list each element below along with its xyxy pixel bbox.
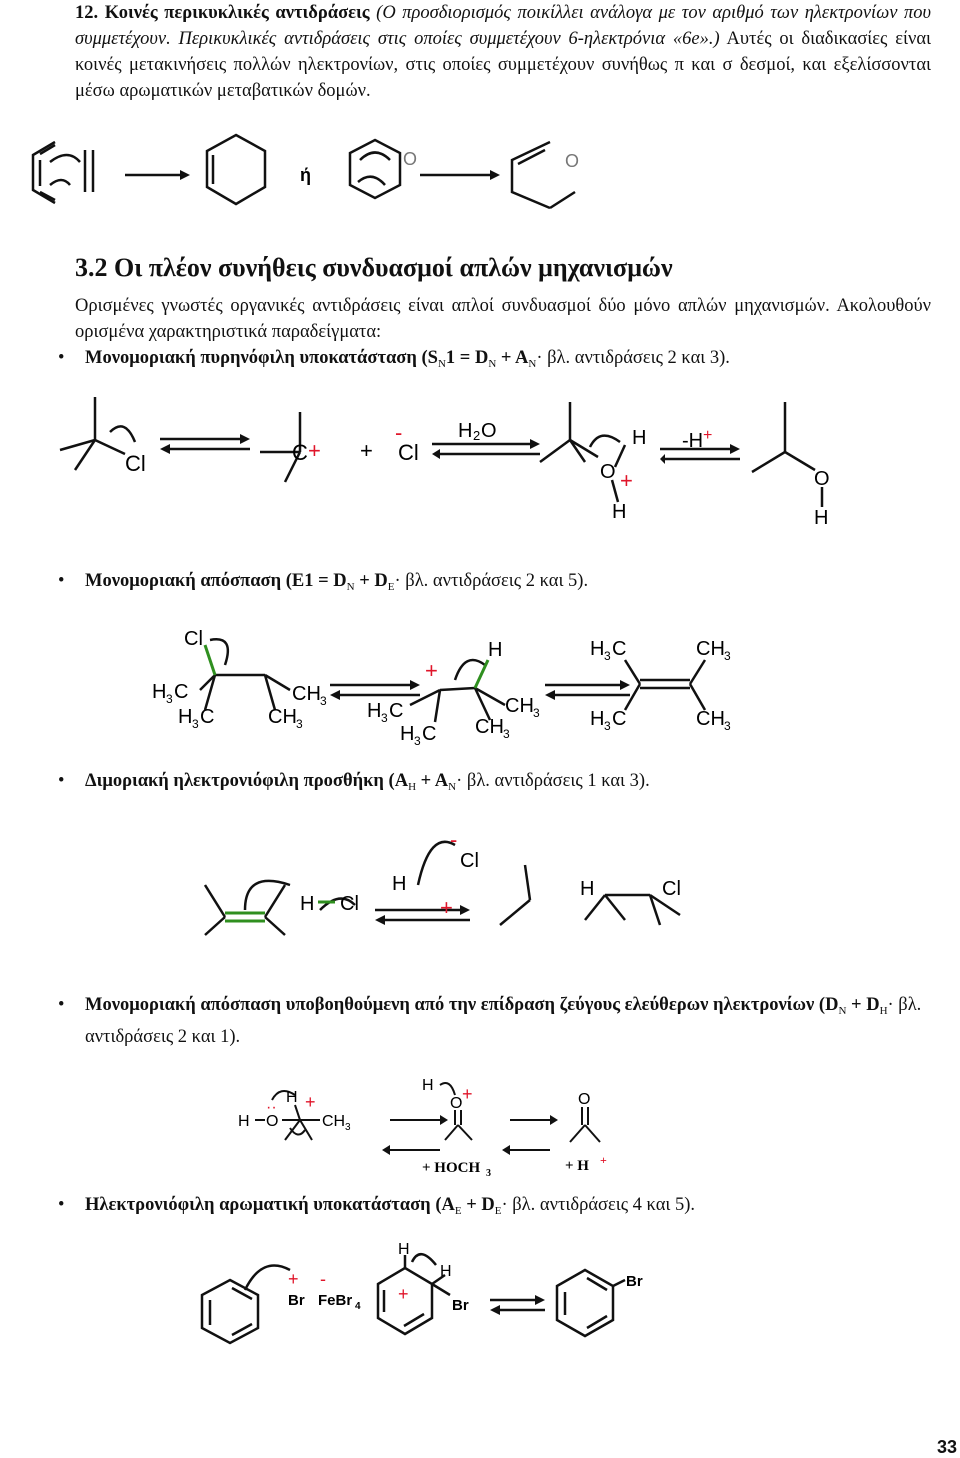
svg-text:Cl: Cl (340, 893, 359, 915)
svg-text:O: O (450, 1095, 463, 1112)
svg-text:H: H (590, 638, 605, 660)
svg-text:Br: Br (288, 1292, 305, 1309)
svg-text:-H: -H (682, 430, 704, 452)
svg-text:3: 3 (381, 711, 388, 725)
section-title: 3.2 Οι πλέον συνήθεις συνδυασμοί απλών μηχανισμών (75, 253, 673, 282)
svg-text:O: O (481, 420, 497, 442)
svg-text:FeBr: FeBr (318, 1292, 353, 1309)
svg-text:H: H (612, 501, 627, 523)
svg-text:3: 3 (533, 706, 540, 720)
svg-text:Cl: Cl (398, 440, 419, 465)
bullet-title: Μονομοριακή πυρηνόφιλη υποκατάσταση (85, 348, 417, 368)
svg-text:H: H (400, 723, 415, 745)
svg-text:+: + (620, 468, 633, 493)
svg-text:3: 3 (724, 649, 731, 663)
svg-text:3: 3 (320, 694, 327, 708)
svg-text:H: H (286, 1089, 298, 1106)
svg-text:Br: Br (626, 1273, 643, 1290)
svg-text:2: 2 (473, 428, 481, 443)
svg-text:··: ·· (266, 1099, 277, 1116)
intro-heading-number: 12. (75, 3, 99, 23)
svg-text:3: 3 (604, 649, 611, 663)
svg-text:+ H: + H (565, 1158, 589, 1174)
svg-text:CH: CH (696, 708, 725, 730)
sn1-scheme (0, 392, 960, 542)
svg-text:3: 3 (345, 1122, 351, 1133)
svg-text:+ HOCH: + HOCH (422, 1160, 481, 1176)
intro-heading-note: (Ο προσδιορισμός ποικίλλει ανάλογα με τον αριθμό των ηλεκτρονίων που συμμετέχουν. Περικυκλικές αντιδράσεις στις οποίες συμμετέχουν 6-ηλεκτρόνια «6e».) (75, 3, 932, 49)
e1-scheme (0, 620, 960, 750)
svg-text:3: 3 (192, 717, 199, 731)
svg-text:H: H (488, 639, 503, 661)
svg-text:CH: CH (696, 638, 725, 660)
svg-text:3: 3 (503, 727, 510, 741)
svg-text:+: + (600, 1153, 607, 1167)
ah-an-scheme (0, 825, 960, 955)
svg-text:3: 3 (296, 717, 303, 731)
svg-text:H: H (580, 878, 595, 900)
svg-text:-: - (395, 420, 403, 445)
pericyclic-scheme (0, 130, 960, 230)
svg-text:+: + (360, 438, 373, 463)
svg-text:+: + (305, 1092, 316, 1112)
svg-text:O: O (814, 468, 830, 490)
svg-text:Cl: Cl (184, 628, 203, 650)
svg-text:C: C (292, 440, 308, 465)
svg-text:+: + (425, 658, 438, 683)
svg-text:H: H (458, 420, 473, 442)
svg-text:C: C (422, 723, 437, 745)
svg-text:C: C (389, 700, 404, 722)
svg-text:+: + (462, 1084, 473, 1104)
svg-text:O: O (600, 461, 616, 483)
svg-text:H: H (238, 1113, 250, 1130)
svg-text:3: 3 (724, 719, 731, 733)
intro-paragraph (75, 0, 931, 104)
svg-text:-: - (320, 1269, 326, 1289)
svg-text:Cl: Cl (662, 878, 681, 900)
cyclohexene-ring (207, 135, 265, 204)
oxygen-label: O (403, 149, 418, 169)
svg-text:+: + (440, 895, 453, 920)
svg-text:Br: Br (452, 1297, 469, 1314)
leaving-arrow (110, 426, 135, 442)
bullet-dot: • (58, 348, 65, 368)
svg-text:H: H (178, 706, 193, 728)
svg-text:H: H (300, 893, 315, 915)
svg-text:+: + (398, 1284, 409, 1304)
svg-text:C: C (612, 638, 627, 660)
svg-text:CH: CH (475, 716, 504, 738)
intro-heading: Κοινές περικυκλικές αντιδράσεις (104, 3, 370, 23)
arrow-1 (50, 155, 80, 162)
svg-text:+: + (308, 438, 321, 463)
svg-text:CH: CH (268, 706, 297, 728)
svg-text:Cl: Cl (125, 451, 146, 476)
svg-text:CH: CH (292, 683, 321, 705)
svg-text:C: C (612, 708, 627, 730)
svg-text:O: O (266, 1113, 279, 1130)
oxygen-label-product: O (565, 151, 580, 171)
svg-text:O: O (578, 1091, 591, 1108)
svg-text:H: H (814, 507, 829, 529)
section-intro: Ορισμένες γνωστές οργανικές αντιδράσεις είναι απλοί συνδυασμοί δύο μόνο απλών μηχανισμών. Ακολουθούν ορισμένα χαρακτηριστικά παραδείγματα: (75, 296, 931, 342)
svg-text:+: + (703, 427, 713, 444)
svg-text:H: H (590, 708, 605, 730)
dn-dh-scheme (0, 1070, 960, 1180)
svg-text:-: - (450, 827, 458, 852)
svg-text:H: H (440, 1263, 452, 1280)
svg-text:3: 3 (604, 719, 611, 733)
svg-text:C: C (200, 706, 215, 728)
svg-text:3: 3 (414, 734, 421, 748)
svg-text:CH: CH (505, 695, 534, 717)
svg-text:CH: CH (322, 1113, 346, 1130)
intro-body: Αυτές οι διαδικασίες είναι κοινές μετακινήσεις πολλών ηλεκτρονίων, στις οποίες συμμετέχουν συνήθως π και σ δεσμοί, και εξελίσσονται μέσω αρωματικών μεταβατικών δομών. (75, 29, 931, 101)
svg-text:C: C (174, 681, 189, 703)
page-number: 33 (936, 1437, 957, 1457)
or-label: ή (300, 165, 311, 185)
svg-text:3: 3 (166, 692, 173, 706)
svg-text:Cl: Cl (460, 850, 479, 872)
svg-text:H: H (398, 1241, 410, 1258)
ae-de-scheme (0, 1240, 960, 1360)
svg-text:3: 3 (486, 1168, 491, 1179)
svg-text:H: H (367, 700, 382, 722)
svg-text:H: H (422, 1077, 434, 1094)
svg-text:H: H (392, 873, 407, 895)
svg-text:H: H (152, 681, 167, 703)
svg-text:+: + (288, 1269, 299, 1289)
heterocycle-ring (350, 140, 400, 198)
svg-text:H: H (632, 427, 647, 449)
svg-text:4: 4 (355, 1301, 361, 1312)
